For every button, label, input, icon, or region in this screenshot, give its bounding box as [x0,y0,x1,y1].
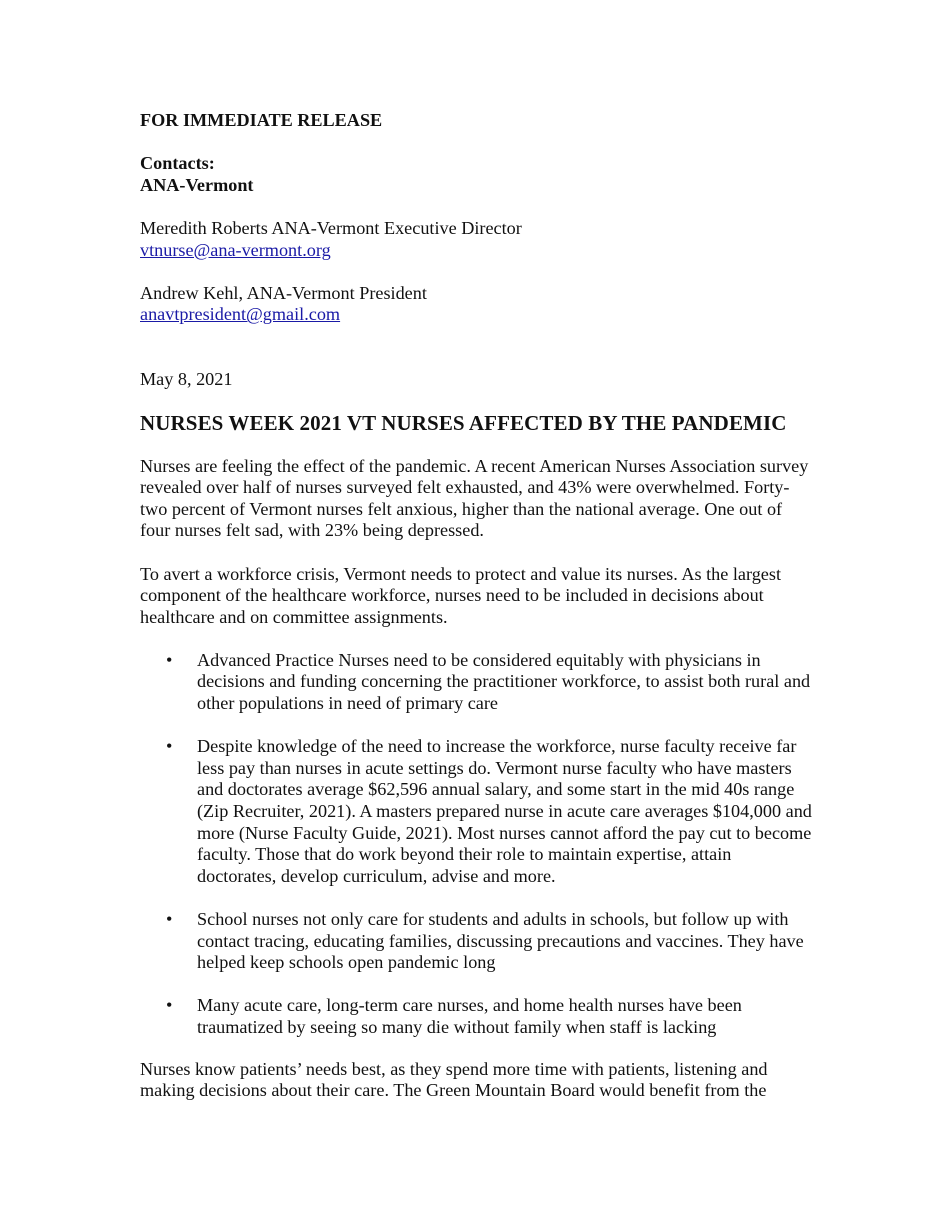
list-item [140,736,812,887]
body-paragraph: To avert a workforce crisis, Vermont needs to protect and value its nurses. As the largest component of the healthcare workforce, nurses need to be included in decisions about healthcare and on committee assignments. [140,563,782,627]
contact-name-title: Meredith Roberts ANA-Vermont Executive Director [140,217,522,238]
release-date: May 8, 2021 [140,368,233,389]
list-item [140,909,812,974]
contacts-org: ANA-Vermont [140,174,254,195]
body-paragraph: Nurses are feeling the effect of the pandemic. A recent American Nurses Association survey revealed over half of nurses surveyed felt exhausted, and 43% were overwhelmed. Forty-two percent of Vermont nurses felt anxious, higher than the national average. One out of four nurses felt sad, with 23% being depressed. [140,455,809,541]
list-item [140,995,812,1038]
press-release-page [140,110,812,1102]
list-item-text: Many acute care, long-term care nurses, and home health nurses have been traumatized by seeing so many die without family when staff is lacking [197,995,742,1037]
release-label: FOR IMMEDIATE RELEASE [140,110,383,130]
contacts-section [140,153,812,196]
contacts-heading: Contacts: [140,153,215,174]
list-item-text: Despite knowledge of the need to increase the workforce, nurse faculty receive far less pay than nurses in acute settings do. Vermont nurse faculty who have masters and doctorates average $62,596 annual salary, and some start in the mid 40s range (Zip Recruiter, 2021). A masters prepared nurse in acute care averages $104,000 and more (Nurse Faculty Guide, 2021). Most nurses cannot afford the pay cut to become faculty. Those that do work beyond their role to maintain expertise, attain doctorates, develop curriculum, advise and more. [197,736,812,886]
contact-email-link[interactable]: anavtpresident@gmail.com [140,304,341,325]
headline: NURSES WEEK 2021 VT NURSES AFFECTED BY THE PANDEMIC [140,410,787,435]
bullet-list [140,650,812,1039]
contact-email-link[interactable]: vtnurse@ana-vermont.org [140,239,331,260]
bullet-icon: • [166,736,173,757]
list-item-text: School nurses not only care for students and adults in schools, but follow up with contact tracing, educating families, discussing precautions and vaccines. They have helped keep schools open pandemic long [197,909,804,973]
bullet-icon: • [166,649,173,670]
bullet-icon: • [166,995,173,1016]
contact-name-title: Andrew Kehl, ANA-Vermont President [140,282,427,303]
closing-paragraph: Nurses know patients’ needs best, as they spend more time with patients, listening and making decisions about their care. The Green Mountain Board would benefit from the [140,1058,768,1101]
list-item-text: Advanced Practice Nurses need to be considered equitably with physicians in decisions and funding concerning the practitioner workforce, to assist both rural and other populations in need of primary care [197,649,811,714]
contact-person [140,218,812,261]
bullet-icon: • [166,909,173,929]
contact-person [140,283,812,326]
list-item [140,650,812,715]
